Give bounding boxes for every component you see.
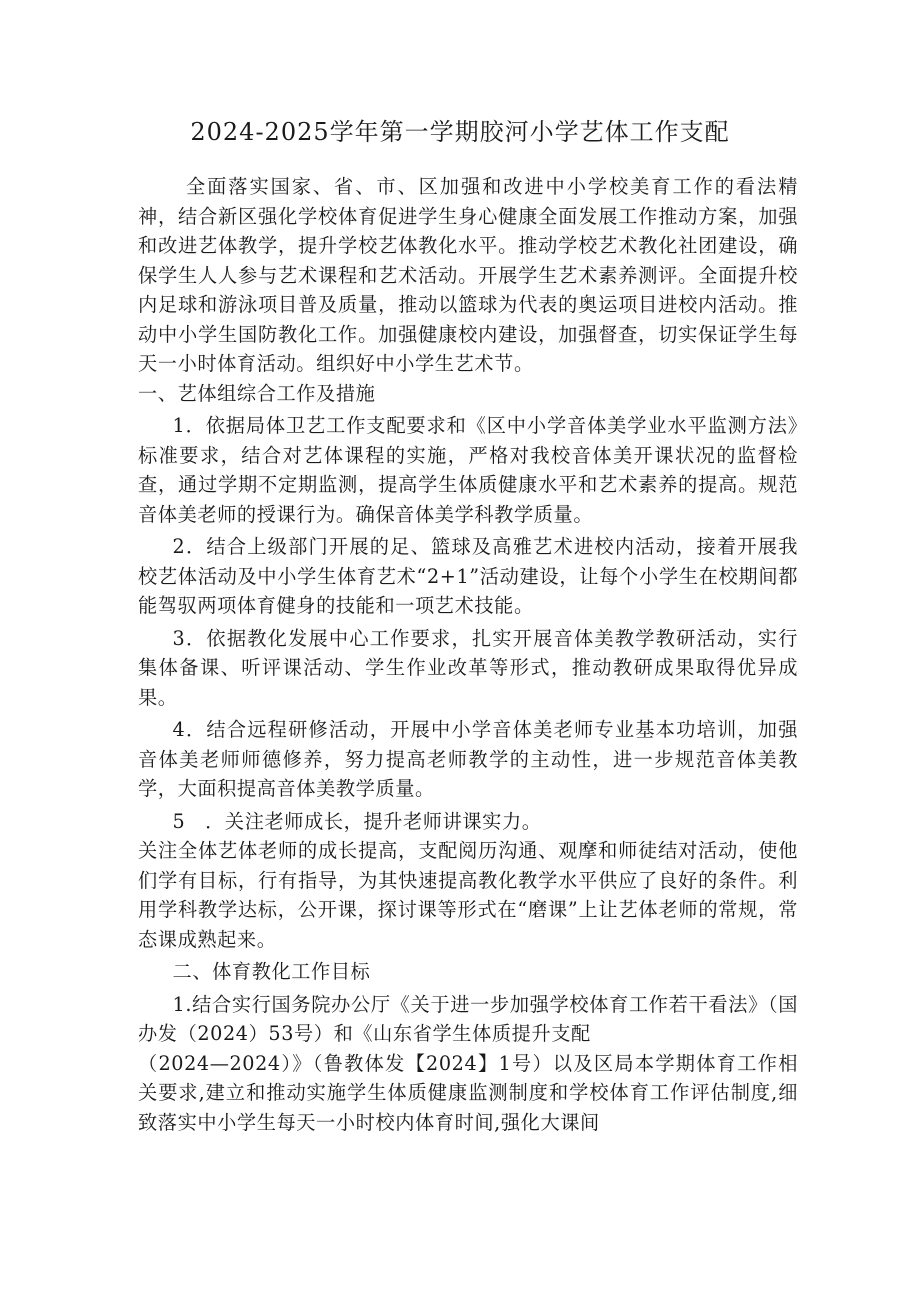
teacher-growth-paragraph: 关注全体艺体老师的成长提高，支配阅历沟通、观摩和师徒结对活动，使他们学有目标，行有指导，为其快速提高教化教学水平供应了良好的条件。利用学科教学达标，公开课，探讨课等形式在“磨课”上让艺体老师的常规，常态课成熟起来。 bbox=[138, 839, 798, 951]
document-body bbox=[138, 172, 798, 1137]
section-heading-1: 一、艺体组综合工作及措施 bbox=[138, 381, 376, 405]
list-item-1: 1．依据局体卫艺工作支配要求和《区中小学音体美学业水平监测方法》标准要求，结合对艺体课程的实施，严格对我校音体美开课状况的监督检查，通过学期不定期监测，提高学生体质健康水平和艺术素养的提高。规范音体美老师的授课行为。确保音体美学科教学质量。 bbox=[138, 414, 798, 526]
list-item-3: 3．依据教化发展中心工作要求，扎实开展音体美教学教研活动，实行集体备课、听评课活动、学生作业改革等形式，推动教研成果取得优异成果。 bbox=[138, 626, 798, 709]
section-heading-2: 二、体育教化工作目标 bbox=[172, 960, 371, 983]
list-item-2: 2．结合上级部门开展的足、篮球及高雅艺术进校内活动，接着开展我校艺体活动及中小学生体育艺术“2+1”活动建设，让每个小学生在校期间都能驾驭两项体育健身的技能和一项艺术技能。 bbox=[138, 535, 798, 617]
intro-paragraph: 全面落实国家、省、市、区加强和改进中小学校美育工作的看法精神，结合新区强化学校体育促进学生身心健康全面发展工作推动方案，加强和改进艺体教学，提升学校艺体教化水平。推动学校艺术教化社团建设，确保学生人人参与艺术课程和艺术活动。开展学生艺术素养测评。全面提升校内足球和游泳项目普及质量，推动以篮球为代表的奥运项目进校内活动。推动中小学生国防教化工作。加强健康校内建设，加强督查，切实保证学生每天一小时体育活动。组织好中小学生艺术节。 bbox=[138, 175, 798, 375]
document-title: 2024-2025学年第一学期胶河小学艺体工作支配 bbox=[190, 118, 730, 146]
goal-item-1: 1.结合实行国务院办公厅《关于进一步加强学校体育工作若干看法》（国办发（2024）53号）和《山东省学生体质提升支配 bbox=[138, 992, 798, 1045]
goal-item-1-continued: （2024—2024）》（鲁教体发【2024】1号）以及区局本学期体育工作相关要求,建立和推动实施学生体质健康监测制度和学校体育工作评估制度,细致落实中小学生每天一小时校内体育时间,强化大课间 bbox=[138, 1051, 798, 1134]
list-item-4: 4．结合远程研修活动，开展中小学音体美老师专业基本功培训，加强音体美老师师德修养，努力提高老师教学的主动性，进一步规范音体美教学，大面积提高音体美教学质量。 bbox=[138, 718, 798, 800]
list-item-5: 5 ．关注老师成长，提升老师讲课实力。 bbox=[172, 809, 542, 833]
